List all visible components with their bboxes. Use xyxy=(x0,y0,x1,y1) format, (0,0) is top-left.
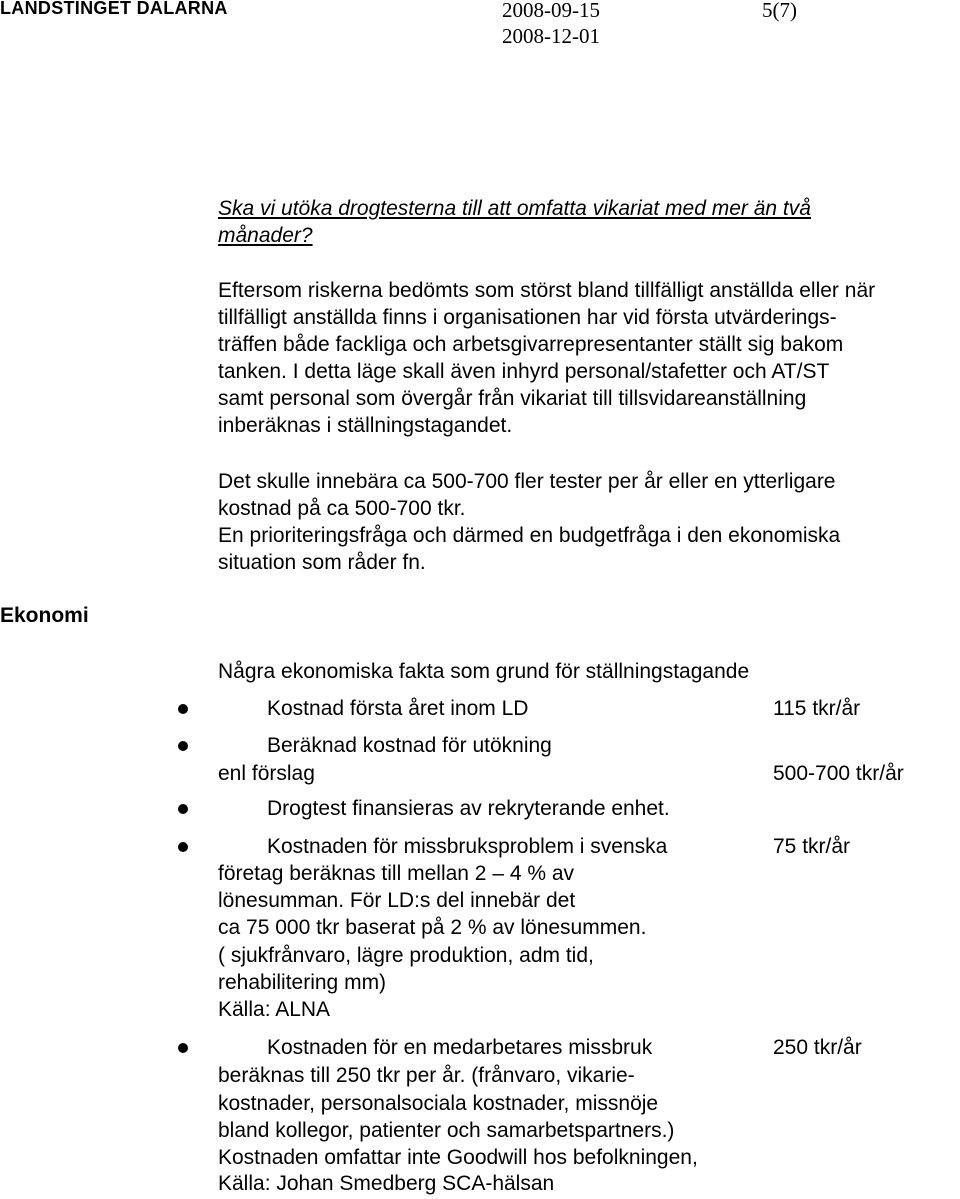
paragraph-risk-assessment xyxy=(218,277,960,439)
fact-item-line: företag beräknas till mellan 2 – 4 % av xyxy=(218,862,575,885)
facts-intro: Några ekonomiska fakta som grund för ställningstagande xyxy=(218,660,750,683)
fact-amount: 115 tkr/år xyxy=(773,697,861,720)
fact-amount: 75 tkr/år xyxy=(773,835,851,858)
paragraph-line: samt personal som övergår från vikariat till tillsvidareanställning xyxy=(218,387,807,410)
fact-item-line: beräknas till 250 tkr per år. (frånvaro, vikarie- xyxy=(218,1064,635,1087)
fact-item-line: ca 75 000 tkr baserat på 2 % av lönesummen. xyxy=(218,916,647,939)
paragraph-line: tanken. I detta läge skall även inhyrd personal/stafetter och AT/ST xyxy=(218,360,830,383)
fact-item-source: Källa: ALNA xyxy=(218,998,331,1021)
bullet-icon xyxy=(178,842,188,852)
fact-amount: 250 tkr/år xyxy=(773,1036,862,1059)
bullet-icon xyxy=(178,704,188,714)
revision-date: 2008-12-01 xyxy=(502,24,600,48)
paragraph-cost-impact xyxy=(218,468,960,576)
question-heading xyxy=(218,195,960,249)
fact-item-line: ( sjukfrånvaro, lägre produktion, adm tid, xyxy=(218,944,594,967)
paragraph-line: situation som råder fn. xyxy=(218,551,426,574)
paragraph-line: inberäknas i ställningstagandet. xyxy=(218,414,513,437)
fact-item-extended-cost-cont: enl förslag xyxy=(218,762,315,785)
fact-item-source: Källa: Johan Smedberg SCA-hälsan xyxy=(218,1172,555,1195)
bullet-icon xyxy=(178,741,188,751)
fact-item-line: bland kollegor, patienter och samarbetspartners.) xyxy=(218,1119,675,1142)
bullet-icon xyxy=(178,1043,188,1053)
fact-item-first-year-cost: Kostnad första året inom LD xyxy=(267,697,529,720)
question-line: Ska vi utöka drogtesterna till att omfatta vikariat med mer än två xyxy=(218,197,811,220)
organization-name: LANDSTINGET DALARNA xyxy=(0,0,228,18)
paragraph-line: träffen både fackliga och arbetsgivarrepresentanter ställt sig bakom xyxy=(218,333,844,356)
fact-item-abuse-cost: Kostnaden för missbruksproblem i svenska xyxy=(267,835,668,858)
fact-item-line: Kostnaden omfattar inte Goodwill hos befolkningen, xyxy=(218,1146,698,1169)
paragraph-line: tillfälligt anställda finns i organisationen har vid första utvärderings- xyxy=(218,306,837,329)
paragraph-line: kostnad på ca 500-700 tkr. xyxy=(218,497,466,520)
page-number: 5(7) xyxy=(762,0,797,22)
fact-item-line: kostnader, personalsociala kostnader, missnöje xyxy=(218,1092,659,1115)
paragraph-line: Det skulle innebära ca 500-700 fler tester per år eller en ytterligare xyxy=(218,470,836,493)
paragraph-line: En prioriteringsfråga och därmed en budgetfråga i den ekonomiska xyxy=(218,524,841,547)
bullet-icon xyxy=(178,804,188,814)
paragraph-line: Eftersom riskerna bedömts som störst bland tillfälligt anställda eller när xyxy=(218,279,876,302)
fact-item-line: lönesumman. För LD:s del innebär det xyxy=(218,889,576,912)
fact-item-employee-abuse-cost: Kostnaden för en medarbetares missbruk xyxy=(267,1036,653,1059)
document-date: 2008-09-15 xyxy=(502,0,600,22)
fact-item-extended-cost: Beräknad kostnad för utökning xyxy=(267,734,552,757)
question-line: månader? xyxy=(218,224,313,247)
section-heading-economy: Ekonomi xyxy=(0,604,89,627)
fact-amount: 500-700 tkr/år xyxy=(773,762,904,785)
fact-item-line: rehabilitering mm) xyxy=(218,971,387,994)
fact-item-financing: Drogtest finansieras av rekryterande enhet. xyxy=(267,797,670,820)
